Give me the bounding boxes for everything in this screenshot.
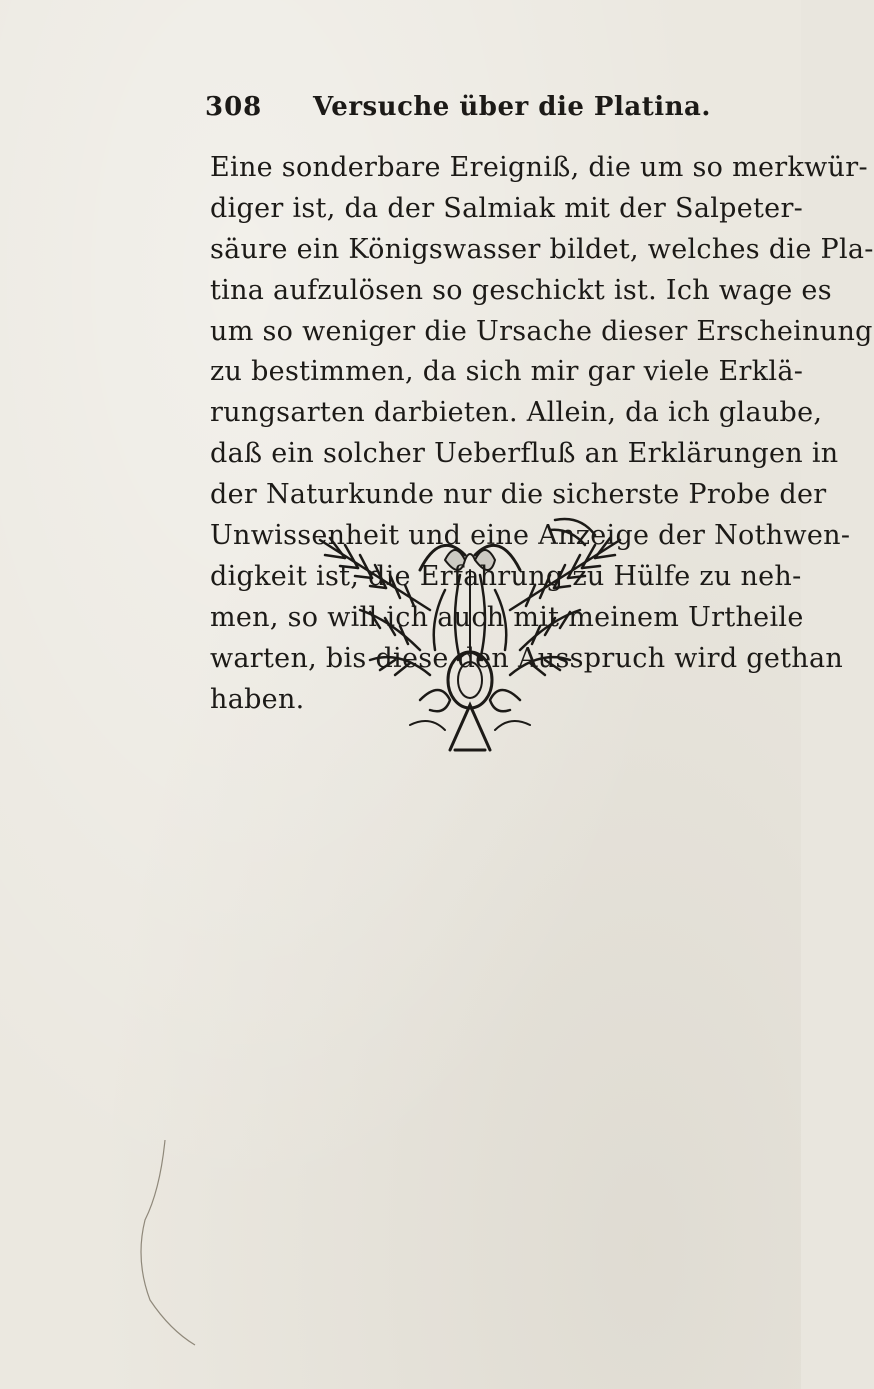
text-line: tina aufzulösen so geschickt ist. Ich wage es (210, 274, 832, 306)
floral-vignette-icon (300, 500, 640, 760)
text-line: säure ein Königswasser bildet, welches die Pla- (210, 233, 874, 265)
text-line: haben. (210, 683, 305, 715)
text-line: Eine sonderbare Ereigniß, die um so merkwür- (210, 152, 868, 183)
text-line: digkeit ist, die Erfahrung zu Hülfe zu neh- (210, 560, 802, 592)
paper-crease-mark (120, 1130, 200, 1350)
text-line: rungsarten darbieten. Allein, da ich glaube, (210, 397, 823, 429)
text-line: um so weniger die Ursache dieser Erscheinung (210, 315, 873, 347)
text-line: diger ist, da der Salmiak mit der Salpeter- (210, 192, 804, 224)
text-line: men, so will ich auch mit meinem Urtheile (210, 601, 804, 633)
text-line: warten, bis diese den Ausspruch wird gethan (210, 642, 844, 674)
page-header (205, 92, 711, 132)
text-line: der Naturkunde nur die sicherste Probe der (210, 479, 827, 511)
text-line: daß ein solcher Ueberfluß an Erklärungen in (210, 438, 839, 470)
text-line: Unwissenheit und eine Anzeige der Nothwen- (210, 520, 851, 552)
running-title: Versuche über die Platina. (313, 92, 711, 122)
text-line: zu bestimmen, da sich mir gar viele Erklä- (210, 356, 804, 388)
page-number: 308 (205, 92, 263, 122)
